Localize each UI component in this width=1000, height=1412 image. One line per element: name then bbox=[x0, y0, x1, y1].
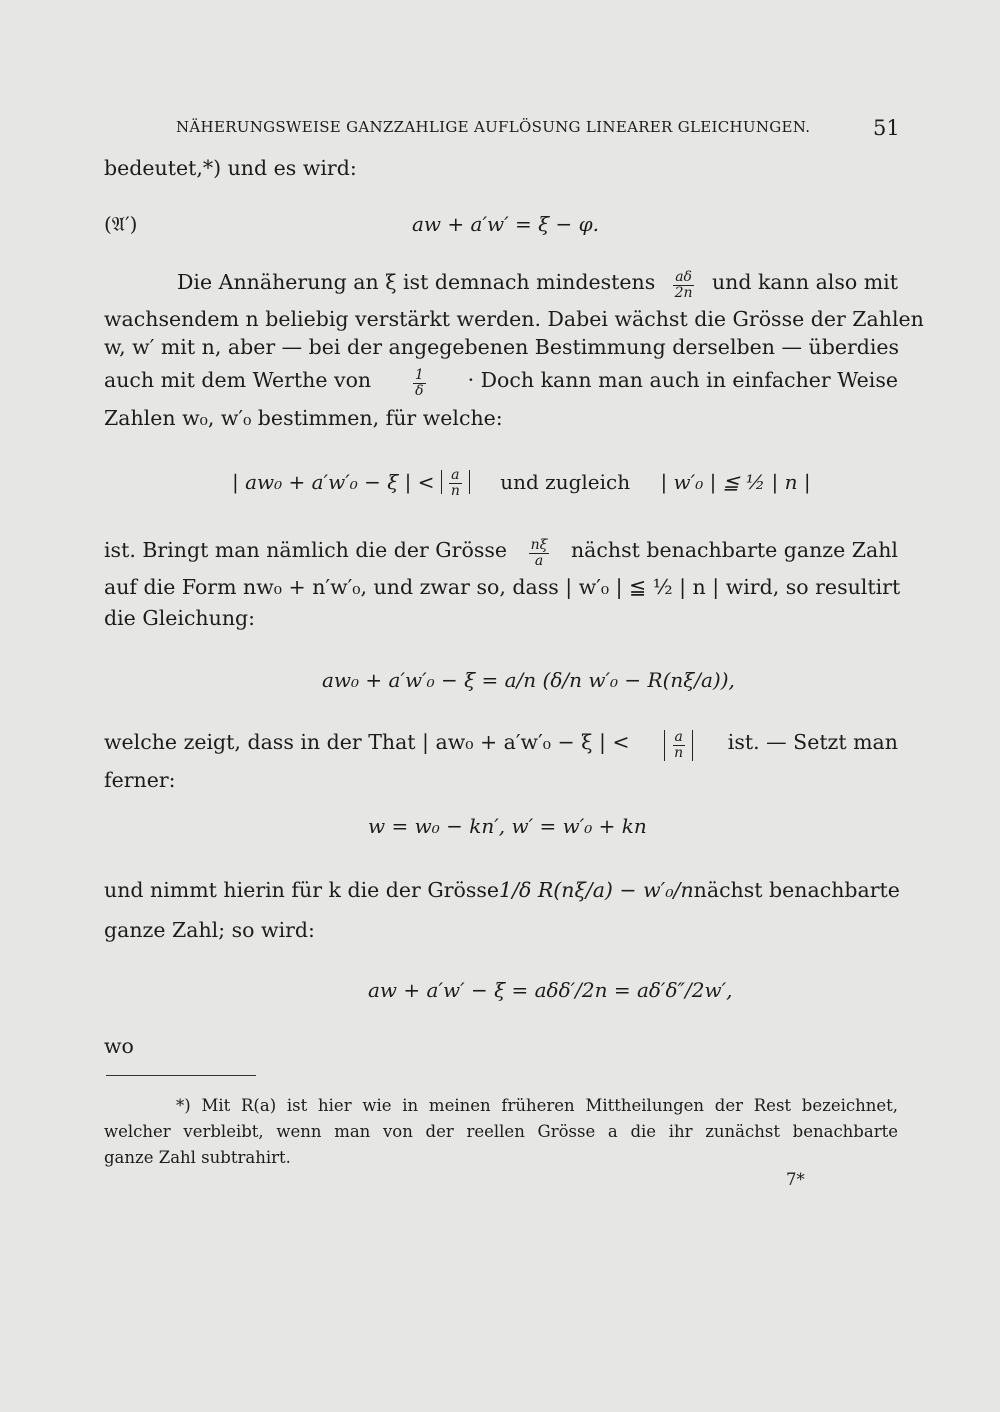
text-line: welche zeigt, dass in der That | aw₀ + a′w′₀ − ξ | < $\frac{a}{n}$ ist. — Setzt man bbox=[104, 729, 898, 761]
text-line: bedeutet,*) und es wird: bbox=[104, 156, 357, 180]
footnote-rule bbox=[106, 1075, 256, 1076]
text-line: wo bbox=[104, 1034, 134, 1058]
fraction: $\frac{a}{n}$ bbox=[674, 729, 684, 761]
footnote-line: welcher verbleibt, wenn man von der reellen Grösse a die ihr zunächst benachbarte bbox=[104, 1122, 898, 1141]
footnote-line: *) Mit R(a) ist hier wie in meinen früheren Mittheilungen der Rest bezeichnet, bbox=[176, 1096, 898, 1115]
fraction: $\frac{n\xi}{a}$ bbox=[530, 537, 548, 569]
equation-a-prime: aw + a′w′ = ξ − φ. bbox=[412, 212, 599, 236]
text-line: und nimmt hierin für k die der Grösse 1/δ R(nξ/a) − w′₀/n nächst benachbarte bbox=[104, 878, 900, 902]
equation-e: aw + a′w′ − ξ = aδδ′/2n = aδ′δ″/2w′, bbox=[368, 978, 733, 1002]
equation-b: | aw₀ + a′w′₀ − ξ | < $\frac{a}{n}$ und zugleich | w′₀ | ≦ ½ | n | bbox=[232, 467, 811, 499]
running-title: NÄHERUNGSWEISE GANZZAHLIGE AUFLÖSUNG LINEARER GLEICHUNGEN. bbox=[176, 118, 811, 136]
equation-label: (𝔄′) bbox=[104, 212, 138, 236]
fraction: $\frac{a}{n}$ bbox=[450, 467, 460, 499]
text-line: ferner: bbox=[104, 768, 176, 792]
equation-d: w = w₀ − kn′, w′ = w′₀ + kn bbox=[368, 814, 647, 838]
fraction: $\frac{a\delta}{2n}$ bbox=[674, 269, 693, 301]
text-line: die Gleichung: bbox=[104, 606, 256, 630]
equation-c: aw₀ + a′w′₀ − ξ = a/n (δ/n w′₀ − R(nξ/a)), bbox=[322, 668, 735, 692]
text-line: auch mit dem Werthe von $\frac{1}{\delta}$ · Doch kann man auch in einfacher Weise bbox=[104, 367, 898, 399]
footnote-line: ganze Zahl subtrahirt. bbox=[104, 1148, 291, 1167]
text-line: Die Annäherung an ξ ist demnach mindestens $\frac{a\delta}{2n}$ und kann also mit bbox=[177, 269, 898, 301]
text-line: ist. Bringt man nämlich die der Grösse $\frac{n\xi}{a}$ nächst benachbarte ganze Zahl bbox=[104, 537, 898, 569]
page-number: 51 bbox=[873, 116, 900, 140]
text-line: auf die Form nw₀ + n′w′₀, und zwar so, dass | w′₀ | ≦ ½ | n | wird, so resultirt bbox=[104, 575, 901, 599]
text-line: wachsendem n beliebig verstärkt werden. Dabei wächst die Grösse der Zahlen bbox=[104, 307, 924, 331]
text-line: w, w′ mit n, aber — bei der angegebenen Bestimmung derselben — überdies bbox=[104, 335, 900, 359]
printer-signature: 7* bbox=[786, 1170, 805, 1189]
fraction: $\frac{1}{\delta}$ bbox=[414, 367, 424, 399]
text-line: ganze Zahl; so wird: bbox=[104, 918, 315, 942]
text-line: Zahlen w₀, w′₀ bestimmen, für welche: bbox=[104, 406, 503, 430]
